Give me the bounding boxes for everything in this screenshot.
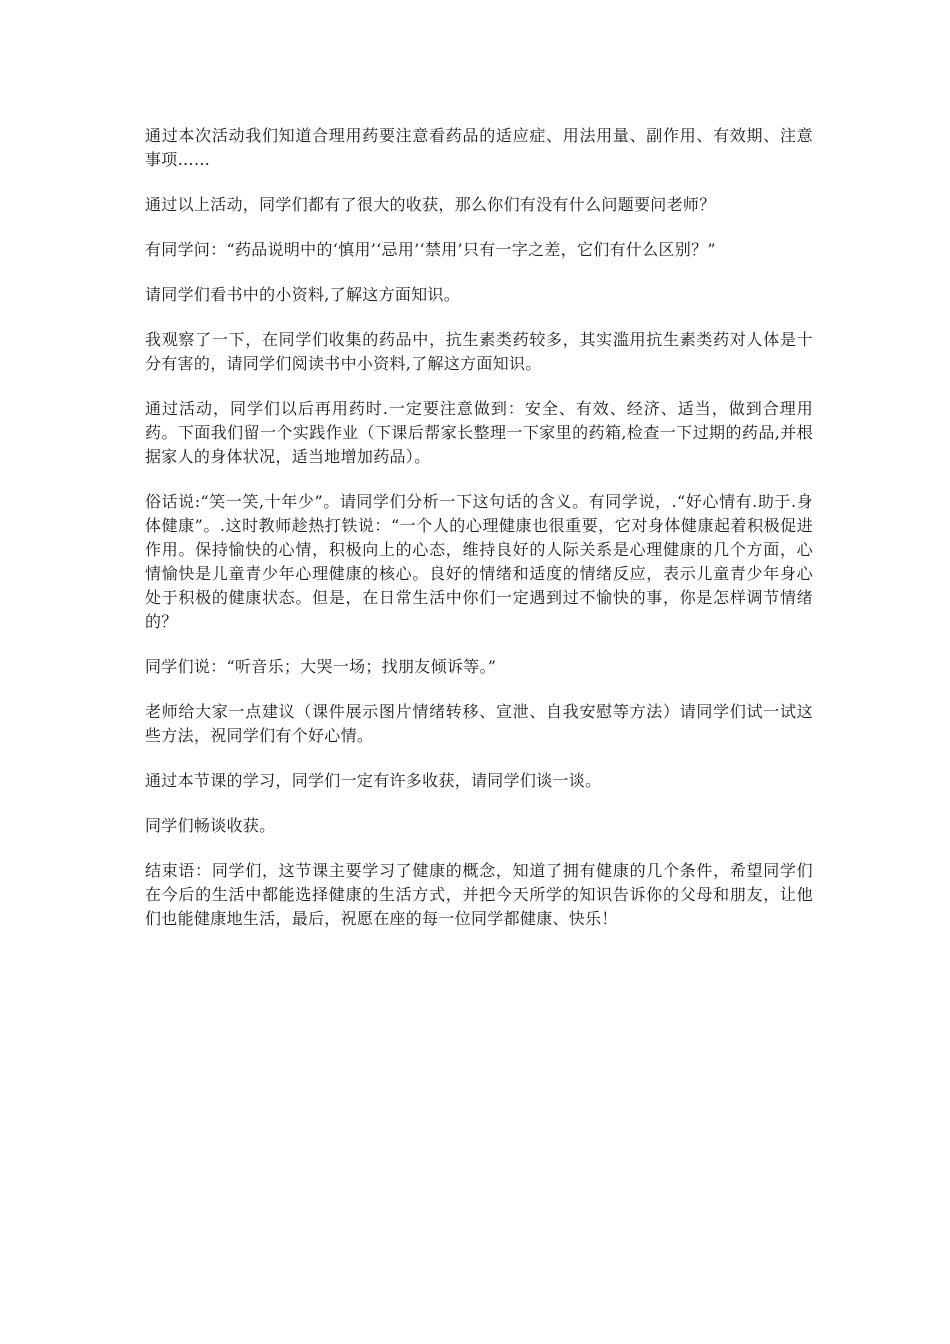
paragraph: 通过活动，同学们以后再用药时.一定要注意做到：安全、有效、经济、适当，做到合理用药。下面我们留一个实践作业（下课后帮家长整理一下家里的药箱,检查一下过期的药品,并根据家人的身体状况，适当地增加药品）。 <box>145 399 813 466</box>
paragraph: 通过以上活动，同学们都有了很大的收获，那么你们有没有什么问题要问老师？ <box>145 195 716 214</box>
paragraph: 有同学问：“药品说明中的‘慎用’‘忌用’‘禁用’只有一字之差，它们有什么区别？” <box>145 240 716 259</box>
paragraph: 同学们畅谈收获。 <box>145 816 276 835</box>
paragraph: 通过本次活动我们知道合理用药要注意看药品的适应症、用法用量、副作用、有效期、注意事项…… <box>145 126 813 169</box>
document-page <box>145 124 813 952</box>
paragraph: 请同学们看书中的小资料,了解这方面知识。 <box>145 285 461 304</box>
paragraph: 通过本节课的学习，同学们一定有许多收获，请同学们谈一谈。 <box>145 771 602 790</box>
paragraph: 我观察了一下，在同学们收集的药品中，抗生素类药较多，其实滥用抗生素类药对人体是十分有害的，请同学们阅读书中小资料,了解这方面知识。 <box>145 330 813 373</box>
paragraph: 同学们说：“听音乐；大哭一场；找朋友倾诉等。” <box>145 657 497 676</box>
paragraph: 老师给大家一点建议（课件展示图片情绪转移、宣泄、自我安慰等方法）请同学们试一试这些方法，祝同学们有个好心情。 <box>145 702 813 745</box>
paragraph: 结束语：同学们，这节课主要学习了健康的概念，知道了拥有健康的几个条件，希望同学们在今后的生活中都能选择健康的生活方式，并把今天所学的知识告诉你的父母和朋友，让他们也能健康地生活，最后，祝愿在座的每一位同学都健康、快乐！ <box>145 861 813 928</box>
paragraph: 俗话说:“笑一笑,十年少”。请同学们分析一下这句话的含义。有同学说，.“好心情有.助于.身体健康”。.这时教师趁热打铁说：“一个人的心理健康也很重要，它对身体健康起着积极促进作用。保持愉快的心情，积极向上的心态，维持良好的人际关系是心理健康的几个方面，心情愉快是儿童青少年心理健康的核心。良好的情绪和适度的情绪反应，表示儿童青少年身心处于积极的健康状态。但是，在日常生活中你们一定遇到过不愉快的事，你是怎样调节情绪的？ <box>145 492 813 631</box>
